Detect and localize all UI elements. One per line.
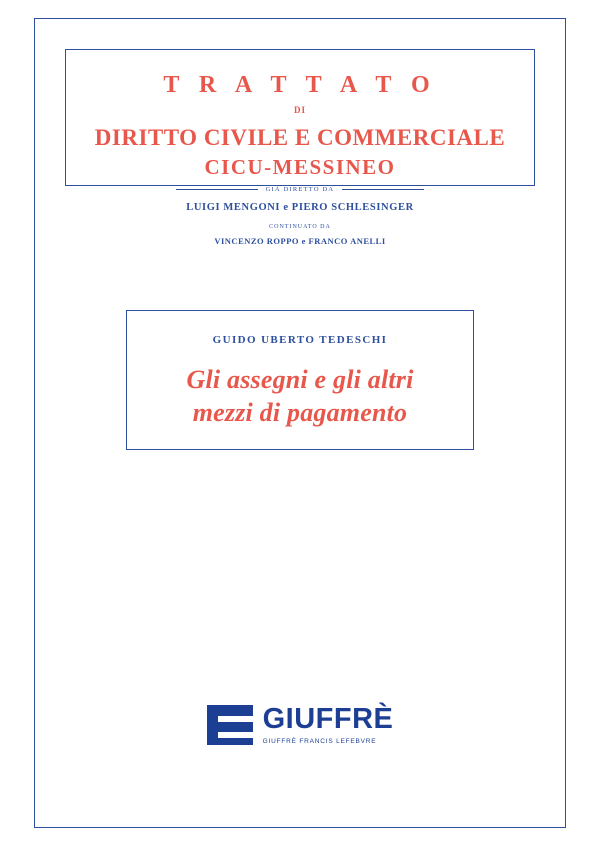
publisher-name: GIUFFRÈ [262,703,394,735]
publisher-tagline: GIUFFRÈ FRANCIS LEFEBVRE [262,738,377,745]
series-title-trattato: T R A T T A T O [163,72,437,98]
continued-names: VINCENZO ROPPO e FRANCO ANELLI [214,236,386,246]
book-title [127,364,473,429]
book-author: GUIDO UBERTO TEDESCHI [212,334,388,346]
directors-label-row [65,186,535,193]
series-title-main: DIRITTO CIVILE E COMMERCIALE [94,125,506,150]
series-title-box [65,49,535,186]
rule-left [176,189,258,190]
publisher-logo [0,705,600,745]
series-connector-di: DI [293,105,306,115]
directors-block [65,186,535,246]
directors-label: GIÀ DIRETTO DA [265,186,335,193]
publisher-text [263,705,394,745]
rule-right [342,189,424,190]
book-title-line-2: mezzi di pagamento [192,397,408,427]
directors-names: LUIGI MENGONI e PIERO SCHLESINGER [186,202,414,213]
giuffre-logo-icon [207,705,253,745]
book-title-box [126,310,474,450]
book-title-line-1: Gli assegni e gli altri [186,365,414,394]
continued-label: CONTINUATO DA [269,224,331,230]
series-title-sub: CICU-MESSINEO [204,155,396,179]
